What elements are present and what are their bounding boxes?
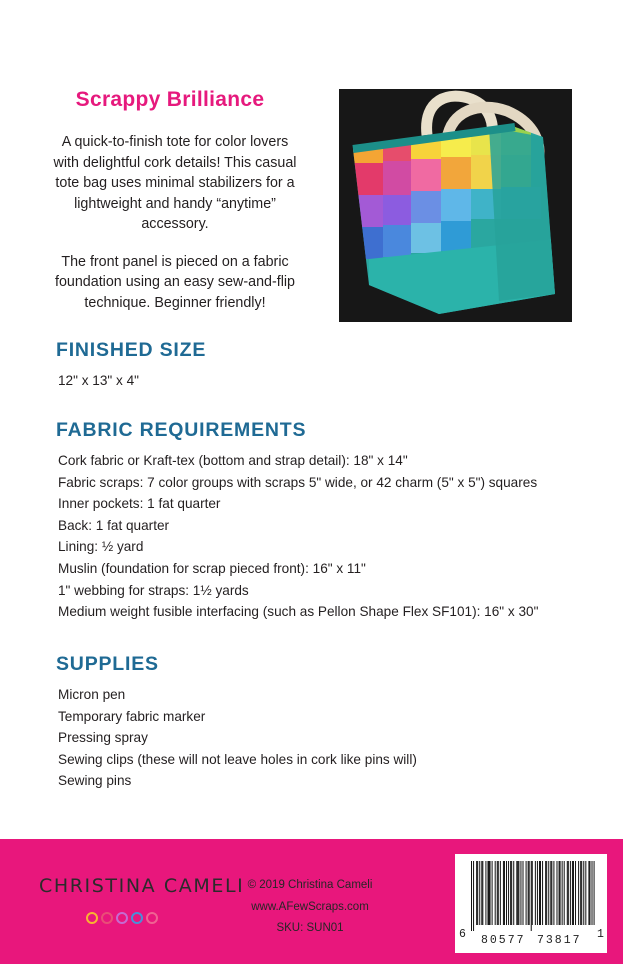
barcode-bar: [553, 861, 554, 925]
barcode-bar: [528, 861, 529, 925]
barcode-bar: [568, 861, 569, 925]
barcode-bar: [548, 861, 549, 925]
barcode-bar: [473, 861, 474, 931]
publisher-info: [230, 875, 390, 940]
barcode-bar: [490, 861, 491, 925]
barcode-bar: [518, 861, 519, 925]
supplies-list: [58, 684, 417, 792]
list-item: Medium weight fusible interfacing (such as Pellon Shape Flex SF101): 16" x 30": [58, 604, 539, 620]
barcode-bar: [498, 861, 499, 925]
list-item: Cork fabric or Kraft-tex (bottom and strap detail): 18" x 14": [58, 453, 408, 468]
barcode-bar: [560, 861, 561, 925]
supplies-heading: SUPPLIES: [56, 653, 159, 675]
finished-size-list: [58, 370, 139, 392]
brand-logo-text: CHRISTINA CAMELI: [39, 875, 245, 897]
logo-dot: [101, 912, 113, 924]
barcode-bar: [564, 861, 565, 925]
list-item: 1" webbing for straps: 1½ yards: [58, 582, 249, 598]
barcode-bar: [479, 861, 480, 925]
barcode-bar: [471, 861, 472, 931]
barcode-bar: [589, 861, 590, 925]
barcode-bar: [592, 861, 593, 925]
logo-dot: [116, 912, 128, 924]
barcode-bar: [594, 861, 595, 925]
barcode-bar: [487, 861, 488, 925]
brand-logo-dots: [86, 912, 161, 926]
barcode-bar: [535, 861, 536, 925]
barcode-bar: [537, 861, 538, 925]
barcode-bar: [562, 861, 563, 925]
barcode-bar: [503, 861, 504, 925]
intro-paragraph: The front panel is pieced on a fabric foundation using an easy sew-and-flip technique. Beginner friendly!: [54, 253, 296, 311]
barcode-bar: [539, 861, 540, 925]
barcode-digit-lead: 6: [459, 928, 466, 941]
barcode-digits-left: 80577: [481, 934, 526, 947]
intro-text: [50, 132, 300, 330]
barcode-bar: [570, 861, 571, 925]
list-item: Micron pen: [58, 687, 126, 702]
barcode-bar: [481, 861, 482, 925]
barcode-bar: [495, 861, 496, 925]
barcode: [455, 854, 607, 953]
barcode-bar: [581, 861, 582, 925]
finished-size-value: 12" x 13" x 4": [58, 373, 139, 388]
website-link[interactable]: www.AFewScraps.com: [251, 900, 369, 913]
list-item: Muslin (foundation for scrap pieced front): 16" x 11": [58, 560, 366, 576]
copyright: © 2019 Christina Cameli: [247, 879, 373, 891]
barcode-bar: [575, 861, 576, 925]
barcode-bar: [500, 861, 501, 925]
barcode-bar: [532, 861, 533, 925]
barcode-bar: [508, 861, 509, 925]
fabric-requirements-list: [58, 450, 538, 623]
barcode-digit-check: 1: [597, 928, 604, 941]
barcode-digits-right: 73817: [537, 934, 582, 947]
fabric-requirements-heading: FABRIC REQUIREMENTS: [56, 419, 307, 441]
barcode-bar: [542, 861, 543, 925]
barcode-bar: [489, 861, 490, 925]
barcode-bar: [526, 861, 527, 925]
barcode-bar: [476, 861, 477, 925]
logo-dot: [146, 912, 158, 924]
barcode-bar: [572, 861, 573, 925]
pattern-title: Scrappy Brilliance: [75, 88, 265, 111]
barcode-bar: [513, 861, 514, 925]
sku: SKU: SUN01: [276, 922, 344, 934]
barcode-bar: [510, 861, 511, 925]
barcode-bar: [520, 861, 521, 925]
finished-size-heading: FINISHED SIZE: [56, 339, 207, 361]
logo-dot: [86, 912, 98, 924]
barcode-bar: [485, 861, 486, 925]
barcode-bar: [511, 861, 512, 925]
barcode-bar: [516, 861, 517, 925]
list-item: Pressing spray: [58, 730, 148, 746]
barcode-bar: [477, 861, 478, 925]
logo-dot: [131, 912, 143, 924]
footer-band: [0, 839, 623, 964]
barcode-bar: [573, 861, 574, 925]
barcode-bar: [583, 861, 584, 925]
barcode-bar: [504, 861, 505, 925]
barcode-bar: [567, 861, 568, 925]
list-item: Inner pockets: 1 fat quarter: [58, 496, 221, 512]
list-item: Lining: ½ yard: [58, 539, 144, 555]
barcode-bar: [529, 861, 530, 925]
intro-paragraph: A quick-to-finish tote for color lovers with delightful cork details! This casual tote bag uses minimal stabilizers for a lightweight and handy “anytime” accessory.: [53, 134, 297, 232]
barcode-bar: [482, 861, 483, 925]
barcode-bar: [588, 861, 589, 925]
barcode-bar: [551, 861, 552, 925]
barcode-bar: [492, 861, 493, 925]
list-item: Fabric scraps: 7 color groups with scraps 5" wide, or 42 charm (5" x 5") squares: [58, 474, 538, 490]
barcode-bar: [517, 861, 518, 925]
barcode-bar: [556, 861, 557, 925]
barcode-bar: [540, 861, 541, 925]
barcode-bar: [585, 861, 586, 925]
barcode-bar: [506, 861, 507, 925]
barcode-bar: [531, 861, 532, 931]
barcode-bar: [559, 861, 560, 925]
barcode-bar: [497, 861, 498, 925]
list-item: Sewing pins: [58, 773, 132, 789]
barcode-bar: [550, 861, 551, 925]
barcode-bars: [471, 861, 595, 931]
barcode-bar: [578, 861, 579, 925]
tote-bag-photo: [339, 89, 572, 322]
list-item: Sewing clips (these will not leave holes in cork like pins will): [58, 751, 417, 767]
list-item: Temporary fabric marker: [58, 708, 206, 724]
barcode-bar: [523, 861, 524, 925]
barcode-bar: [546, 861, 547, 925]
list-item: Back: 1 fat quarter: [58, 517, 170, 533]
barcode-bar: [545, 861, 546, 925]
barcode-bar: [580, 861, 581, 925]
